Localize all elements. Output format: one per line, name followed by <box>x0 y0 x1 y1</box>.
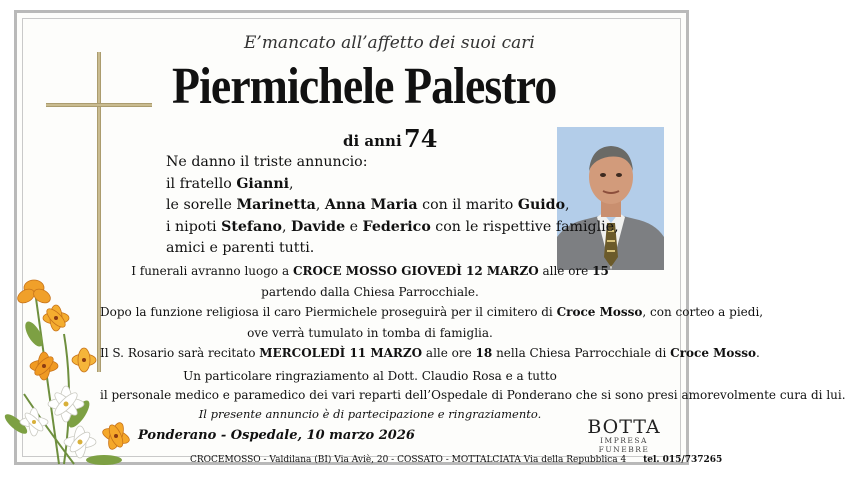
announce-line-5: amici e parenti tutti. <box>166 240 315 256</box>
footer-addresses: CROCEMOSSO - Valdilana (BI) Via Aviè, 20 - COSSATO - MOTTALCIATA Via della Repubblica 4 <box>190 455 627 465</box>
funeral-line-2: partendo dalla Chiesa Parrocchiale. <box>261 284 479 299</box>
footer-contacts <box>190 455 722 465</box>
funeral-line-3: Dopo la funzione religiosa il caro Piermichele proseguirà per il cimitero di Croce Mosso, con corteo a piedi, <box>100 305 764 319</box>
thanks-line-2: il personale medico e paramedico dei vari reparti dell’Ospedale di Ponderano che si sono presi amorevolmente cura di lui. <box>100 388 846 402</box>
announce-line-4: i nipoti Stefano, Davide e Federico con le rispettive famiglie, <box>166 218 619 235</box>
lily-flowers-icon <box>4 274 154 474</box>
announcement-block <box>166 152 619 260</box>
logo-subtitle: IMPRESA FUNEBRE <box>598 436 650 454</box>
announce-line-3: le sorelle Marinetta, Anna Maria con il marito Guido, <box>166 197 570 213</box>
footer-phone: tel. 015/737265 <box>643 455 723 465</box>
announce-line-1: Ne danno il triste annuncio: <box>166 154 368 170</box>
logo-name: BOTTA <box>587 416 661 438</box>
funeral-line-1: I funerali avranno luogo a CROCE MOSSO GIOVEDÌ 12 MARZO alle ore 15 <box>131 264 609 278</box>
intro-line: E’mancato all’affetto dei suoi cari <box>244 33 535 53</box>
funeral-home-logo <box>578 416 670 454</box>
place-and-date: Ponderano - Ospedale, 10 marzo 2026 <box>138 428 415 443</box>
deceased-name: Piermichele Palestro <box>172 58 557 115</box>
age-value: 74 <box>404 124 438 153</box>
notice-line: Il presente annuncio è di partecipazione e ringraziamento. <box>198 407 542 421</box>
age-label: di anni <box>343 132 402 150</box>
funeral-line-5: Il S. Rosario sarà recitato MERCOLEDÌ 11 MARZO alle ore 18 nella Chiesa Parrocchiale di Croce Mosso. <box>100 346 760 360</box>
thanks-block <box>100 367 846 405</box>
announce-line-2: il fratello Gianni, <box>166 175 294 192</box>
funeral-details <box>100 261 764 364</box>
thanks-line-1: Un particolare ringraziamento al Dott. Claudio Rosa e a tutto <box>183 369 557 383</box>
funeral-line-4: ove verrà tumulato in tomba di famiglia. <box>247 325 493 340</box>
